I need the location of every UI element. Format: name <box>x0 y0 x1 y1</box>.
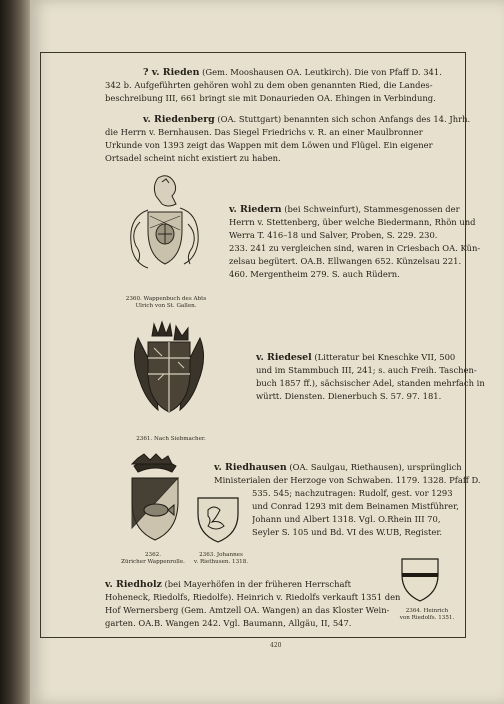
caption-line: 2364. Heinrich <box>405 608 449 614</box>
entry-riedern-line-2: Herrn v. Stettenberg, über welche Biedermann, Rhön und <box>229 217 476 227</box>
entry-riedholz-line-4: garten. OA.B. Wangen 242. Vgl. Baumann, Allgäu, II, 547. <box>105 618 352 628</box>
entry-riedesel-line-2: und im Stammbuch III, 241; s. auch Freih. Taschen- <box>256 365 477 375</box>
entry-riedern-line-3: Werra T. 416–18 und Salver, Proben, S. 229. 230. <box>229 230 438 240</box>
caption-2360 <box>118 296 214 311</box>
entry-riedhausen-line-6: Seyler S. 105 und Bd. VI des W.UB, Register. <box>252 527 443 537</box>
entry-heading: v. Riedesel <box>256 352 312 363</box>
entry-riedhausen-line-1 <box>214 461 462 474</box>
caption-2364 <box>392 608 462 623</box>
book-binding <box>0 0 30 704</box>
entry-riedenberg-line-1 <box>143 113 470 126</box>
entry-text: (OA. Saulgau, Riethausen), ursprünglich <box>286 462 462 472</box>
caption-line: 2363. Johannes <box>199 552 243 558</box>
caption-line: Ulrich von St. Gallen. <box>135 303 197 310</box>
entry-riedhausen-line-4: und Conrad 1293 mit dem Beinamen Mistführer, <box>252 501 459 511</box>
entry-riedenberg-line-2: die Herrn v. Bernhausen. Das Siegel Friedrichs v. R. an einer Maulbronner <box>105 127 423 137</box>
coat-of-arms-2360 <box>118 172 208 292</box>
coat-of-arms-2363 <box>196 496 240 544</box>
entry-heading: v. Riedholz <box>105 579 162 590</box>
entry-riedholz-line-3: Hof Wernersberg (Gem. Amtzell OA. Wangen) an das Kloster Wein- <box>105 605 390 615</box>
entry-text: (OA. Stuttgart) benannten sich schon Anfangs des 14. Jhrh. <box>214 114 471 124</box>
caption-2363 <box>188 552 254 567</box>
caption-line: Züricher Wappenrolle. <box>121 559 185 566</box>
caption-line: v. Riethusen. 1318. <box>193 559 249 566</box>
entry-riedhausen-line-3: 535. 545; nachzutragen: Rudolf, gest. vor 1293 <box>252 488 453 498</box>
entry-text: (bei Schweinfurt), Stammesgenossen der <box>281 204 460 214</box>
entry-riedhausen-line-5: Johann und Albert 1318. Vgl. O.Rhein III 70, <box>252 514 441 524</box>
entry-text: (bei Mayerhöfen in der früheren Herrschaft <box>161 579 351 589</box>
coat-of-arms-2361 <box>124 318 214 430</box>
entry-rieden-line-3: beschreibung III, 661 bringt sie mit Donaurieden OA. Ehingen in Verbindung. <box>105 93 436 103</box>
coat-of-arms-2364 <box>400 557 440 603</box>
entry-riedern-line-6: 460. Mergentheim 279. S. auch Rüdern. <box>229 269 400 279</box>
entry-heading: ? v. Rieden <box>143 67 200 78</box>
entry-heading: v. Riedenberg <box>143 114 215 125</box>
entry-riedholz-line-2: Hoheneck, Riedolfs, Riedolfe). Heinrich v. Riedolfs verkauft 1351 den <box>105 592 401 602</box>
entry-riedhausen-line-2: Ministerialen der Herzoge von Schwaben. 1179. 1328. Pfaff D. <box>214 475 481 485</box>
entry-text: (Gem. Mooshausen OA. Leutkirch). Die von Pfaff D. 341. <box>199 67 442 77</box>
entry-riedesel-line-1 <box>256 351 455 364</box>
entry-rieden-line-1 <box>143 66 442 79</box>
caption-2361 <box>126 436 216 443</box>
entry-text: (Litteratur bei Kneschke VII, 500 <box>311 352 456 362</box>
caption-line: 2360. Wappenbuch des Abts <box>125 296 207 302</box>
page-number: 420 <box>270 642 282 649</box>
entry-riedern-line-1 <box>229 203 460 216</box>
entry-riedenberg-line-4: Ortsadel scheint nicht existiert zu haben. <box>105 153 281 163</box>
caption-line: 2361. Nach Siebmacher. <box>136 436 206 442</box>
caption-line: 2362. <box>144 552 161 558</box>
entry-riedesel-line-4: württ. Diensten. Dienerbuch S. 57. 97. 181. <box>256 391 442 401</box>
entry-riedesel-line-3: buch 1857 ff.), sächsischer Adel, standen mehrfach in <box>256 378 485 388</box>
caption-2362 <box>118 552 188 567</box>
entry-heading: v. Riedhausen <box>214 462 287 473</box>
entry-riedenberg-line-3: Urkunde von 1393 zeigt das Wappen mit dem Löwen und Flügel. Ein eigener <box>105 140 433 150</box>
entry-heading: v. Riedern <box>229 204 282 215</box>
entry-riedern-line-4: 233. 241 zu vergleichen sind, waren in Criesbach OA. Kün- <box>229 243 481 253</box>
caption-line: von Riedolfs. 1351. <box>399 615 455 622</box>
entry-rieden-line-2: 342 b. Aufgeführten gehören wohl zu dem oben genannten Ried, die Landes- <box>105 80 433 90</box>
entry-riedern-line-5: zelsau begütert. OA.B. Ellwangen 652. Künzelsau 221. <box>229 256 462 266</box>
entry-riedholz-line-1 <box>105 578 351 591</box>
coat-of-arms-2362 <box>124 452 186 548</box>
